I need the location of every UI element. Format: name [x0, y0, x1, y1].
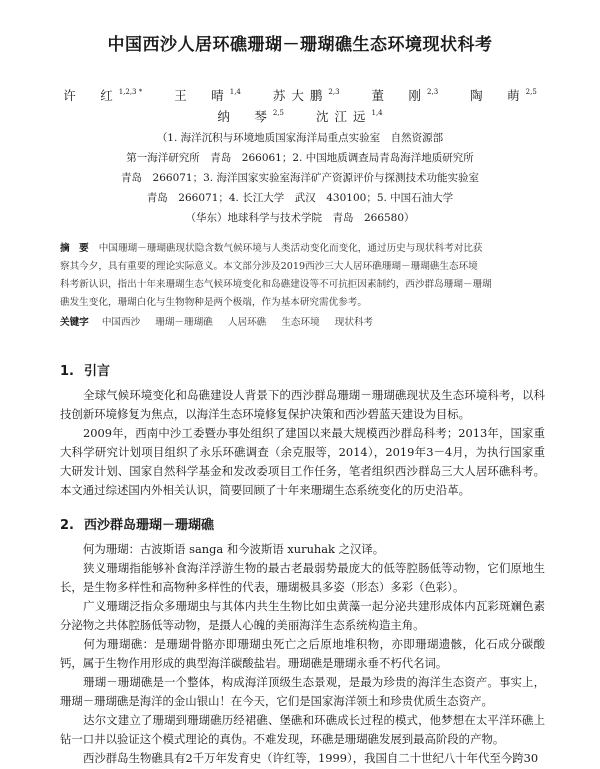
abstract — [60, 240, 542, 312]
affiliation-line: 青岛 266071；3. 海洋国家实验室海洋矿产资源评价与探测技术功能实验室 — [121, 172, 479, 184]
paragraph: 狭义珊瑚指能够补食海洋浮游生物的最古老最弱势最庞大的低等腔肠低等动物，它们原地生长，是生物多样性和高物种多样性的代表，珊瑚极具多姿（形态）多彩（色彩）。 — [60, 561, 545, 594]
paragraph: 珊瑚－珊瑚礁是一个整体，构成海洋顶级生态景观，是最为珍贵的海洋生态资产。事实上，珊瑚－珊瑚礁是海洋的金山银山！在今天，它们是国家海洋领土和珍贵优质生态资产。 — [60, 675, 545, 708]
abstract-line: 科考新认识，指出十年来珊瑚生态气候环境变化和岛礁建设等不可抗拒因素制约，西沙群岛珊瑚－珊瑚 — [60, 279, 492, 290]
paragraph: 2009年，西南中沙工委暨办事处组织了建国以来最大规模西沙群岛科考；2013年，国家重大科学研究计划项目组织了永乐环礁调查（余克服等，2014），2019年3－4月，为执行国家重大研发计划、国家自然科学基金和发改委项目工作任务，笔者组织西沙群岛三大人居环礁科考。本文通过综述国内外相关认识，简要回顾了十年来珊瑚生态系统变化的历史沿革。 — [60, 426, 545, 497]
author: 王 晴$^{1,4}$ — [174, 88, 241, 103]
affiliation-line: 第一海洋研究所 青岛 266061；2. 中国地质调查局青岛海洋地质研究所 — [126, 152, 474, 164]
section-1-body — [60, 386, 545, 500]
paper-title: 中国西沙人居环礁珊瑚－珊瑚礁生态环境现状科考 — [107, 35, 493, 55]
authors-line-2 — [0, 107, 600, 125]
section-heading-2: 2. 西沙群岛珊瑚－珊瑚礁 — [60, 518, 214, 533]
paragraph: 全球气候环境变化和岛礁建设人背景下的西沙群岛珊瑚－珊瑚礁现状及生态环境科考，以科技创新环境修复为焦点，以海洋生态环境修复保护决策和西沙碧蓝天建设为目标。 — [60, 388, 545, 421]
paragraph: 广义珊瑚泛指众多珊瑚虫与其体内共生生物比如虫黄藻一起分泌共建形成体内瓦彩斑斓色素分泌物之共体腔肠低等动物，是摄人心魄的美丽海洋生态系统构造主角。 — [60, 599, 545, 632]
section-heading-1: 1. 引言 — [60, 364, 110, 379]
author: 沈江远$^{1,4}$ — [315, 109, 383, 124]
keyword: 珊瑚－珊瑚礁 — [155, 317, 213, 328]
affiliation-line: 青岛 266071；4. 长江大学 武汉 430100；5. 中国石油大学 — [146, 192, 454, 204]
abstract-line: 礁发生变化，珊瑚白化与生物物种是两个极端，作为基本研究需优参考。 — [60, 297, 367, 308]
keywords-label: 关键字 — [60, 317, 89, 328]
keyword: 生态环境 — [281, 317, 320, 328]
affiliation-line: （华东）地球科学与技术学院 青岛 266580） — [185, 212, 415, 224]
author: 陶 萌$^{2,5}$ — [470, 88, 537, 103]
author: 纳 琴$^{2,5}$ — [217, 109, 284, 124]
keyword: 中国西沙 — [101, 317, 141, 328]
affiliation-line: （1. 海洋沉积与环境地质国家海洋局重点实验室 自然资源部 — [156, 132, 444, 144]
abstract-line: 察其今夕，具有重要的理论实际意义。本文部分涉及2019西沙三大人居环礁珊瑚－珊瑚礁生态环境 — [60, 261, 478, 272]
authors-line-1 — [0, 86, 600, 104]
keywords — [60, 314, 542, 332]
author: 许 红$^{1,2,3 *}$ — [63, 88, 143, 103]
author: 董 刚$^{2,3}$ — [371, 88, 439, 103]
abstract-line: 摘 要 中国珊瑚－珊瑚礁现状隐含数气候环境与人类活动变化而变化，通过历史与现状科考对比获 — [60, 243, 483, 254]
keyword: 人居环礁 — [227, 317, 267, 328]
paragraph: 达尔文建立了珊瑚到珊瑚礁历经裙礁、堡礁和环礁成长过程的模式，他梦想在太平洋环礁上钻一口井以验证这个模式理论的真伪。不难发现，环礁是珊瑚礁发展到最高阶段的产物。 — [60, 713, 545, 746]
keyword: 现状科考 — [334, 317, 374, 328]
paragraph: 何为珊瑚礁：是珊瑚骨骼亦即珊瑚虫死亡之后原地堆积物，亦即珊瑚遗骸，化石成分碳酸钙，属于生物作用形成的典型海洋碳酸盐岩。珊瑚礁是珊瑚永垂不朽代名词。 — [60, 637, 545, 670]
abstract-label: 摘 要 — [60, 243, 89, 254]
author: 苏大鹏$^{2,3}$ — [272, 88, 340, 103]
paragraph: 何为珊瑚：古波斯语 sanga 和今波斯语 xuruhak 之汉译。 — [83, 542, 385, 556]
section-2-body — [60, 540, 545, 768]
paragraph: 西沙群岛生物礁具有2千万年发育史（许红等，1999），我国自二十世纪八十年代至今跨30 — [83, 751, 539, 765]
affiliations — [60, 128, 540, 228]
